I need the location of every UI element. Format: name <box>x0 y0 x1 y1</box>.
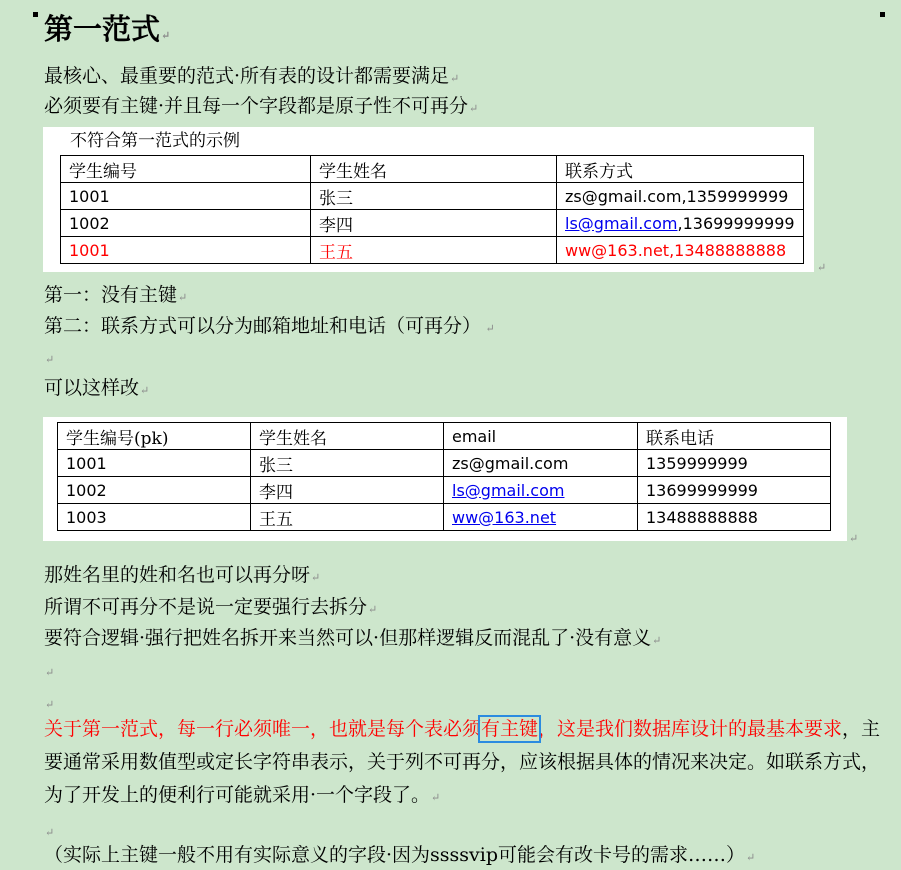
table2-header-row <box>58 423 831 450</box>
empty-line: ↵ <box>45 666 55 679</box>
table-cell: 1001 <box>58 450 251 477</box>
summary-black-text: ，主要通常采用数值型或定长字符串表示，关于列不可再分，应该根据具体的情况来决定。如联系方式，为了开发上的便利行可能就采用·一个字段了。 <box>44 718 881 806</box>
page-title: 第一范式↵ <box>44 12 171 46</box>
email-link[interactable]: ls@gmail.com <box>565 213 678 233</box>
table1-caption: 不符合第一范式的示例 <box>70 131 240 151</box>
summary-red-text: ，这是我们数据库设计的最基本要求 <box>538 718 843 740</box>
email-link[interactable]: ls@gmail.com <box>452 480 565 500</box>
footnote: （实际上主键一般不用有实际意义的字段·因为ssssvip可能会有改卡号的需求……）↵ <box>44 844 756 866</box>
problem-line-2: 第二：联系方式可以分为邮箱地址和电话（可再分） ↵ <box>44 315 495 337</box>
empty-line: ↵ <box>45 353 55 366</box>
table1-header-cell: 学生编号 <box>61 156 311 183</box>
table-cell: 1003 <box>58 504 251 531</box>
table-cell: 1001 <box>61 183 311 210</box>
paragraph-mark: ↵ <box>849 532 859 545</box>
table-cell: 张三 <box>311 183 557 210</box>
table2-header-cell: 联系电话 <box>638 423 831 450</box>
table-cell: 1002 <box>58 477 251 504</box>
summary-red-text: 关于第一范式，每一行必须唯一，也就是每个表必须 <box>44 718 482 740</box>
corner-marker-left <box>33 12 38 17</box>
table1-header-row <box>61 156 804 183</box>
empty-line: ↵ <box>45 698 55 711</box>
intro-line-2: 必须要有主键·并且每一个字段都是原子性不可再分↵ <box>44 95 479 117</box>
primary-key-highlight: 有主键 <box>481 718 539 740</box>
table-cell: 张三 <box>251 450 444 477</box>
table2-header-cell: 学生姓名 <box>251 423 444 450</box>
paragraph-mark: ↵ <box>817 261 827 274</box>
note-line-3: 要符合逻辑·强行把姓名拆开来当然可以·但那样逻辑反而混乱了·没有意义↵ <box>44 627 662 649</box>
table1 <box>60 155 804 264</box>
table2 <box>57 422 831 531</box>
table-cell <box>444 504 638 531</box>
table1-image <box>43 127 814 272</box>
table-cell: 13699999999 <box>638 477 831 504</box>
table-cell: 1001 <box>61 237 311 264</box>
table-row <box>58 504 831 531</box>
problem-line-1: 第一：没有主键↵ <box>44 284 188 306</box>
email-link[interactable]: ww@163.net <box>452 507 557 527</box>
table-row <box>58 477 831 504</box>
table-cell: ls@gmail.com,13699999999 <box>557 210 804 237</box>
table-cell: ww@163.net,13488888888 <box>557 237 804 264</box>
table-cell: zs@gmail.com,1359999999 <box>557 183 804 210</box>
table-cell: 李四 <box>311 210 557 237</box>
table-cell: 李四 <box>251 477 444 504</box>
empty-line: ↵ <box>45 826 55 839</box>
intro-line-1: 最核心、最重要的范式·所有表的设计都需要满足↵ <box>44 65 460 87</box>
table2-header-cell: email <box>444 423 638 450</box>
table-row <box>58 450 831 477</box>
table-cell: 1002 <box>61 210 311 237</box>
table-cell: 13488888888 <box>638 504 831 531</box>
table-cell: 1359999999 <box>638 450 831 477</box>
table1-header-cell: 联系方式 <box>557 156 804 183</box>
corner-marker-right <box>880 12 885 17</box>
table-cell: 王五 <box>251 504 444 531</box>
table-cell <box>444 477 638 504</box>
table2-image <box>43 417 847 541</box>
table-row <box>61 183 804 210</box>
table-row <box>61 210 804 237</box>
table-row <box>61 237 804 264</box>
note-line-2: 所谓不可再分不是说一定要强行去拆分↵ <box>44 596 378 618</box>
fix-label: 可以这样改↵ <box>44 377 150 399</box>
summary-paragraph: 关于第一范式，每一行必须唯一，也就是每个表必须有主键，这是我们数据库设计的最基本要求，主要通常采用数值型或定长字符串表示，关于列不可再分，应该根据具体的情况来决定。如联系方式，为了开发上的便利行可能就采用·一个字段了。↵ <box>44 718 881 806</box>
table-cell: 王五 <box>311 237 557 264</box>
table-cell: zs@gmail.com <box>444 450 638 477</box>
table2-header-cell: 学生编号(pk) <box>58 423 251 450</box>
table1-header-cell: 学生姓名 <box>311 156 557 183</box>
note-line-1: 那姓名里的姓和名也可以再分呀↵ <box>44 564 321 586</box>
